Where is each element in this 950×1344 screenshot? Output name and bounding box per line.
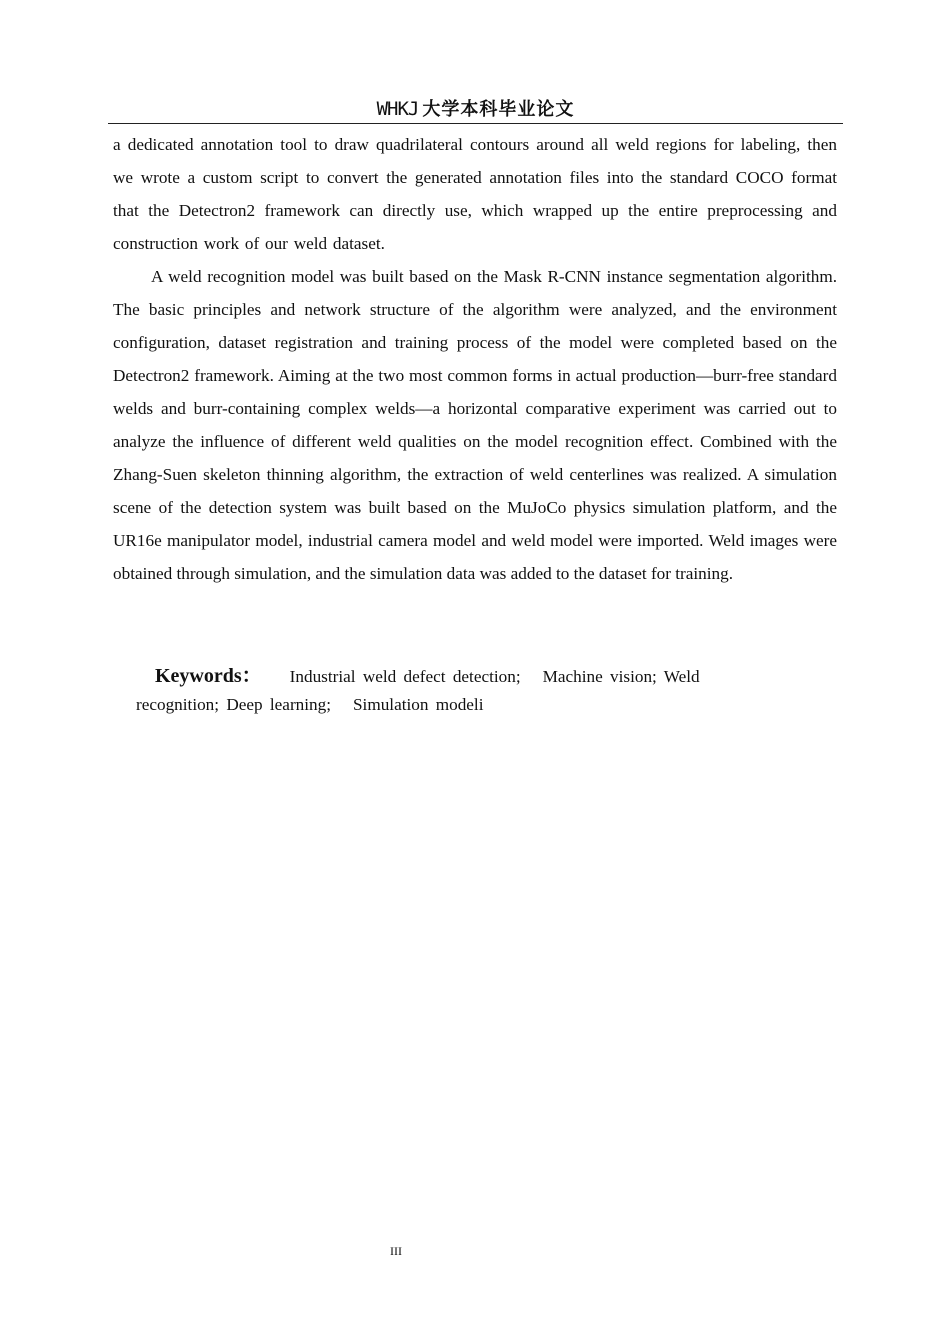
abstract-paragraph: A weld recognition model was built based on the Mask R-CNN instance segmentation algorithm. The basic principles and network structure of the algorithm were analyzed, and the environment configuration, dataset registration and training process of the model were completed based on the Detectron2 framework. Aiming at the two most common forms in actual production—burr-free standard welds and burr-containing complex welds—a horizontal comparative experiment was carried out to analyze the influence of different weld qualities on the model recognition effect. Combined with the Zhang-Suen skeleton thinning algorithm, the extraction of weld centerlines was realized. A simulation scene of the detection system was built based on the MuJoCo physics simulation platform, and the UR16e manipulator model, industrial camera model and weld model were imported. Weld images were obtained through simulation, and the simulation data was added to the dataset for training. [113, 267, 837, 583]
page-number: III [390, 1244, 402, 1258]
abstract-paragraph-continued: a dedicated annotation tool to draw quadrilateral contours around all weld regions for labeling, then we wrote a custom script to convert the generated annotation files into the standard COCO format that the Detectron2 framework can directly use, which wrapped up the entire preprocessing and construction work of our weld dataset. [113, 135, 837, 253]
keyword-item: Industrial weld defect detection; [289, 667, 521, 686]
header-university-code: WHKJ [376, 98, 419, 120]
keyword-item: Machine vision; Weld recognition; Deep learning; [136, 667, 700, 714]
keyword-item: Simulation modeli [353, 695, 484, 714]
keywords-label: Keywords： [155, 665, 262, 687]
abstract-body [113, 128, 837, 590]
keywords-section [136, 662, 776, 719]
header-divider [108, 123, 843, 124]
header-thesis-title: 大学本科毕业论文 [422, 99, 575, 120]
page-header [108, 96, 843, 122]
